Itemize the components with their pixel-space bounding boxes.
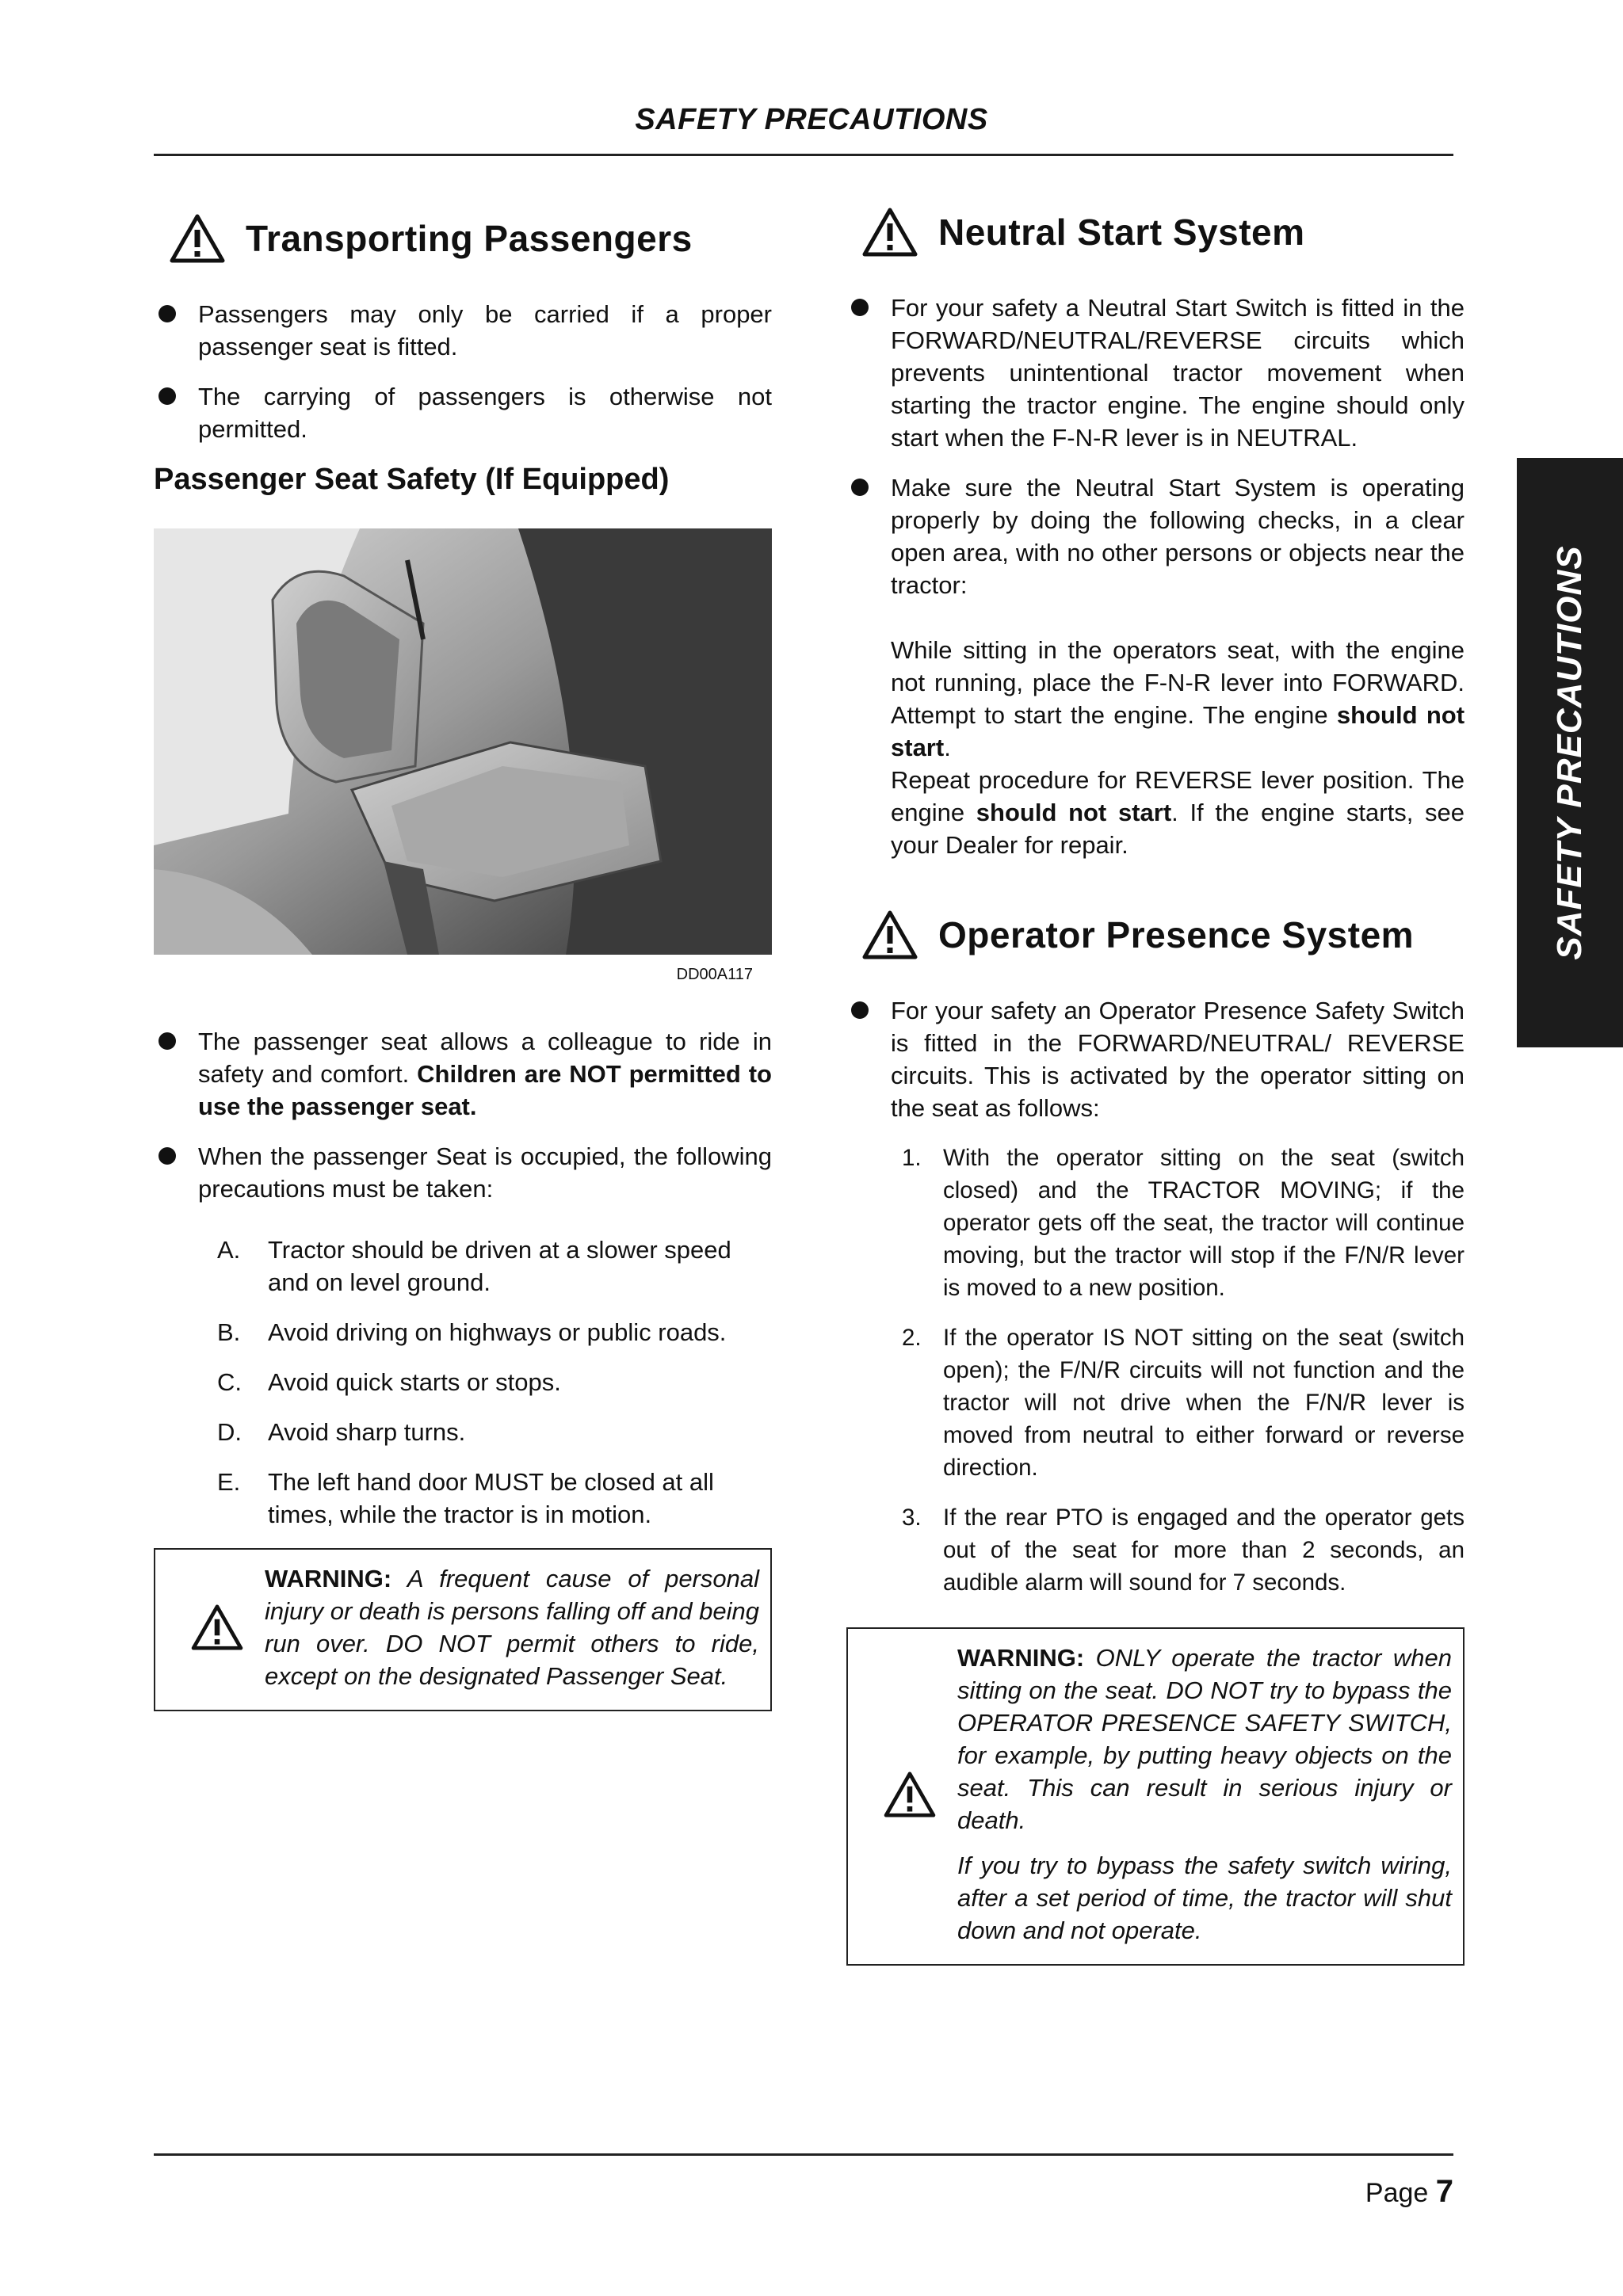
warning-triangle-icon [862,910,918,959]
list-label: 2. [902,1325,922,1351]
heading-text: Operator Presence System [938,914,1415,955]
side-tab-label: SAFETY PRECAUTIONS [1550,545,1589,960]
list-text: If the rear PTO is engaged and the operator gets out of the seat for more than 2 seconds, an audible alarm will sound for 7 seconds. [943,1505,1465,1596]
precautions-list [154,1234,772,1531]
list-item [846,1142,1465,1304]
warning-icon-cell [862,1642,957,1947]
warning-icon-cell [170,1562,265,1692]
bullet-text [198,1025,772,1123]
page-header-title: SAFETY PRECAUTIONS [635,103,988,136]
list-item [154,1234,772,1299]
heading-text: Transporting Passengers [246,218,693,259]
text-part: . [944,734,951,761]
list-text: With the operator sitting on the seat (switch closed) and the TRACTOR MOVING; if the operator gets off the seat, the tractor will continue moving, but the tractor will stop if the F/N/R lever is moved to a new position. [943,1145,1465,1301]
warning-triangle-icon [191,1604,243,1650]
page-number-value: 7 [1435,2174,1453,2209]
list-label: 1. [902,1145,922,1171]
heading-text: Neutral Start System [938,212,1305,253]
bullet-text: Make sure the Neutral Start System is operating properly by doing the following checks, in a clear open area, with no other persons or objects near the tractor: [891,474,1465,599]
bullet-text: For your safety an Operator Presence Safety Switch is fitted in the FORWARD/NEUTRAL/ REVERSE circuits. This is activated by the operator sitting on the seat as follows: [891,997,1465,1122]
text-part: While sitting in the operators seat, with the engine not running, place the F-N-R lever into FORWARD. Attempt to start the engine. The engine [891,636,1465,729]
list-text: Avoid quick starts or stops. [268,1368,561,1396]
bullet-bold-text: Children are NOT permitted to use the passenger seat. [198,1060,772,1120]
bullet-text: For your safety a Neutral Start Switch is fitted in the FORWARD/NEUTRAL/REVERSE circuits which prevents unintentional tractor movement when starting the tractor engine. The engine should only start when the F-N-R lever is in NEUTRAL. [891,294,1465,452]
page-number [1365,2174,1453,2210]
neutral-start-heading [862,208,1465,257]
operator-presence-list [846,1142,1465,1599]
bullet-dot-icon [851,479,869,496]
bullet-dot-icon [158,387,176,405]
page-label: Page [1365,2178,1429,2208]
bullet-dot-icon [851,1001,869,1019]
bullet-item [846,471,1465,861]
list-item [154,1466,772,1531]
list-text: Tractor should be driven at a slower speed and on level ground. [268,1236,731,1296]
text-part: Repeat procedure for REVERSE lever position. The engine [891,766,1465,826]
warning-text [265,1562,759,1692]
bullet-item [154,298,772,363]
warning-body: ONLY operate the tractor when sitting on the seat. DO NOT try to bypass the OPERATOR PRESENCE SAFETY SWITCH, for example, by putting heavy objects on the seat. This can result in serious injury or death. [957,1644,1452,1834]
list-text: If the operator IS NOT sitting on the seat (switch open); the F/N/R circuits will not function and the tractor will not drive when the F/N/R lever is moved from neutral to either forward or reverse direction. [943,1325,1465,1481]
bullet-text: The carrying of passengers is otherwise not permitted. [198,383,772,443]
warning-text [957,1642,1452,1947]
bold-text: should not start [891,701,1465,761]
left-column [154,214,772,1711]
check-forward-text [891,634,1465,861]
header-rule [154,154,1453,156]
warning-triangle-icon [884,1772,936,1817]
bullet-text-part: The passenger seat allows a colleague to ride in safety and comfort. [198,1028,772,1088]
bullet-dot-icon [158,305,176,322]
bullet-dot-icon [158,1147,176,1165]
bullet-item [846,292,1465,454]
warning-triangle-icon [170,214,225,263]
warning-body-2: If you try to bypass the safety switch wiring, after a set period of time, the tractor will shut down and not operate. [957,1852,1452,1944]
list-item [846,1501,1465,1599]
list-item [154,1416,772,1448]
bullet-dot-icon [158,1032,176,1050]
list-label: E. [217,1468,241,1496]
operator-presence-heading [862,910,1465,959]
list-label: 3. [902,1505,922,1531]
footer-rule [154,2153,1453,2156]
list-label: C. [217,1368,242,1396]
list-text: Avoid driving on highways or public roads. [268,1318,727,1346]
bullet-text: Passengers may only be carried if a proper passenger seat is fitted. [198,300,772,360]
bullet-item [846,994,1465,1124]
list-label: D. [217,1418,242,1446]
bullet-item [154,380,772,445]
bullet-text: When the passenger Seat is occupied, the following precautions must be taken: [198,1142,772,1203]
bold-text: should not start [976,799,1172,826]
list-item [846,1322,1465,1484]
list-item [154,1316,772,1348]
right-column [846,208,1465,1966]
transporting-passengers-heading [170,214,772,263]
text-part: . If the engine starts, see your Dealer for repair. [891,799,1465,859]
list-label: A. [217,1236,241,1264]
passenger-warning-box [154,1548,772,1711]
passenger-seat-photo [154,528,772,955]
warning-label: WARNING: [265,1565,392,1592]
passenger-seat-subheading: Passenger Seat Safety (If Equipped) [154,463,670,496]
bullet-item [154,1140,772,1205]
operator-warning-box [846,1627,1465,1966]
list-item [154,1366,772,1398]
warning-label: WARNING: [957,1644,1085,1672]
photo-caption: DD00A117 [676,966,753,983]
warning-triangle-icon [862,208,918,257]
bullet-item [154,1025,772,1123]
list-label: B. [217,1318,241,1346]
warning-body: A frequent cause of personal injury or death is persons falling off and being run over. DO NOT permit others to ride, except on the designated Passenger Seat. [265,1565,759,1690]
list-text: Avoid sharp turns. [268,1418,466,1446]
section-side-tab [1517,458,1623,1047]
bullet-dot-icon [851,299,869,316]
list-text: The left hand door MUST be closed at all times, while the tractor is in motion. [268,1468,714,1528]
